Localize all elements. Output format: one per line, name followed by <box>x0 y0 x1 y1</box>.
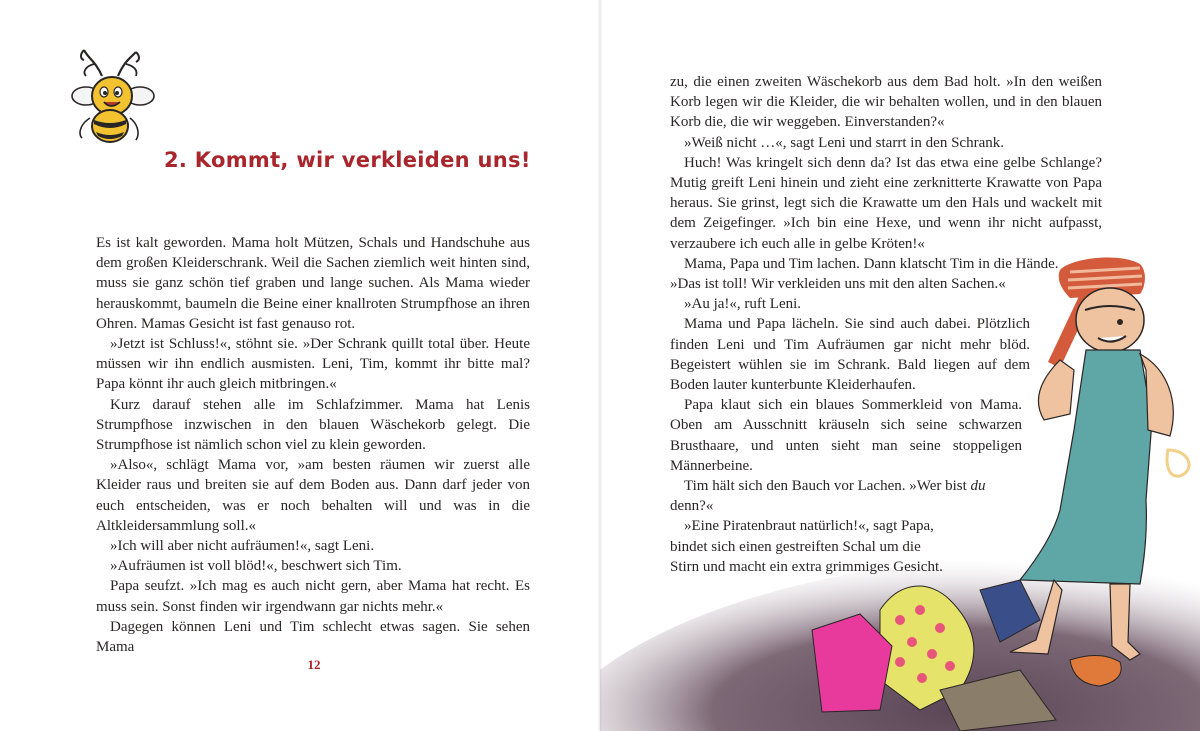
paragraph: Mama und Papa lächeln. Sie sind auch dabei. Plötzlich finden Leni und Tim Aufräumen gar nicht mehr blöd. Begeistert wühlen sie im Schrank. Bald liegen auf dem Boden lauter kunterbunte Kleiderhaufen. <box>670 316 1030 394</box>
paragraph: »Aufräumen ist voll blöd!«, beschwert sich Tim. <box>110 558 402 575</box>
page-number: 12 <box>307 657 321 672</box>
paragraph: Papa seufzt. »Ich mag es auch nicht gern, aber Mama hat recht. Es muss sein. Sonst finden wir irgendwann gar nichts mehr.« <box>96 578 530 615</box>
paragraph: »Ich will aber nicht aufräumen!«, sagt Leni. <box>110 538 375 555</box>
paragraph: Huch! Was kringelt sich denn da? Ist das etwa eine gelbe Schlange? Mutig greift Leni hinein und zieht eine zerknitterte Krawatte von Papa heraus. Sie grinst, legt sich die Krawatte um den Hals und wackelt mit dem Zeigefinger. »Ich bin eine Hexe, und wenn ihr nicht aufpasst, verzaubere ich euch alle in gelbe Kröten!« <box>670 154 1102 252</box>
paragraph: Kurz darauf stehen alle im Schlafzimmer. Mama hat Lenis Strumpfhose inzwischen in den blauen Wäschekorb gelegt. Die Strumpfhose ist nämlich schon viel zu klein geworden. <box>96 396 530 454</box>
paragraph: »Eine Piratenbraut natürlich!«, sagt Papa, bindet sich einen gestreiften Schal um die Stirn und macht ein extra grimmiges Gesicht. <box>670 518 943 575</box>
left-body-text <box>96 233 530 657</box>
chapter-title: 2. Kommt, wir verkleiden uns! <box>164 148 531 172</box>
tim-text-before: Tim hält sich den Bauch vor Lachen. »Wer bist <box>684 478 971 495</box>
paragraph: Papa klaut sich ein blaues Sommerkleid von Mama. Oben am Ausschnitt kräuseln sich seine schwarzen Brusthaare, und unten sieht man seine stoppeligen Männerbeine. <box>670 397 1022 474</box>
tim-text-after: denn?« <box>670 498 714 515</box>
paragraph: »Also«, schlägt Mama vor, »am besten räumen wir zuerst alle Kleider raus und breiten sie auf dem Boden aus. Dann darf jeder von euch entscheiden, was er noch behalten will und was in die Altkleidersammlung soll.« <box>96 457 530 534</box>
emphasis-du: du <box>970 478 986 495</box>
bee-icon <box>66 48 156 144</box>
paragraph: zu, die einen zweiten Wäschekorb aus dem Bad holt. »In den weißen Korb legen wir die Kleider, die wir behalten wollen, und in den blauen Korb die, die wir weggeben. Einverstanden?« <box>670 74 1102 131</box>
paragraph: Es ist kalt geworden. Mama holt Mützen, Schals und Handschuhe aus dem großen Kleiderschrank. Weil die Sachen ziemlich weit hinten sind, muss sie ganz schön tief graben und lange suchen. Als Mama wieder herauskommt, baumeln die Beine einer knallroten Strumpfhose an ihren Ohren. Mamas Gesicht ist fast genauso rot. <box>96 235 530 332</box>
paragraph: »Au ja!«, ruft Leni. <box>684 296 802 313</box>
paragraph: »Das ist toll! Wir verkleiden uns mit den alten Sachen.« <box>670 276 1006 293</box>
paragraph: Dagegen können Leni und Tim schlecht etwas sagen. Sie sehen Mama <box>96 618 530 656</box>
paragraph: »Jetzt ist Schluss!«, stöhnt sie. »Der Schrank quillt total über. Heute müssen wir ihn endlich ausmisten. Leni, Tim, kommt ihr bitte mal? Papa könnt ihr auch gleich mitbringen.« <box>96 336 530 393</box>
right-page <box>600 0 1200 731</box>
paragraph: »Weiß nicht …«, sagt Leni und starrt in den Schrank. <box>684 134 1004 151</box>
paragraph: Mama, Papa und Tim lachen. Dann klatscht Tim in die Hände. <box>684 255 1059 272</box>
right-body-text <box>670 72 1102 577</box>
paragraph <box>670 476 1000 516</box>
